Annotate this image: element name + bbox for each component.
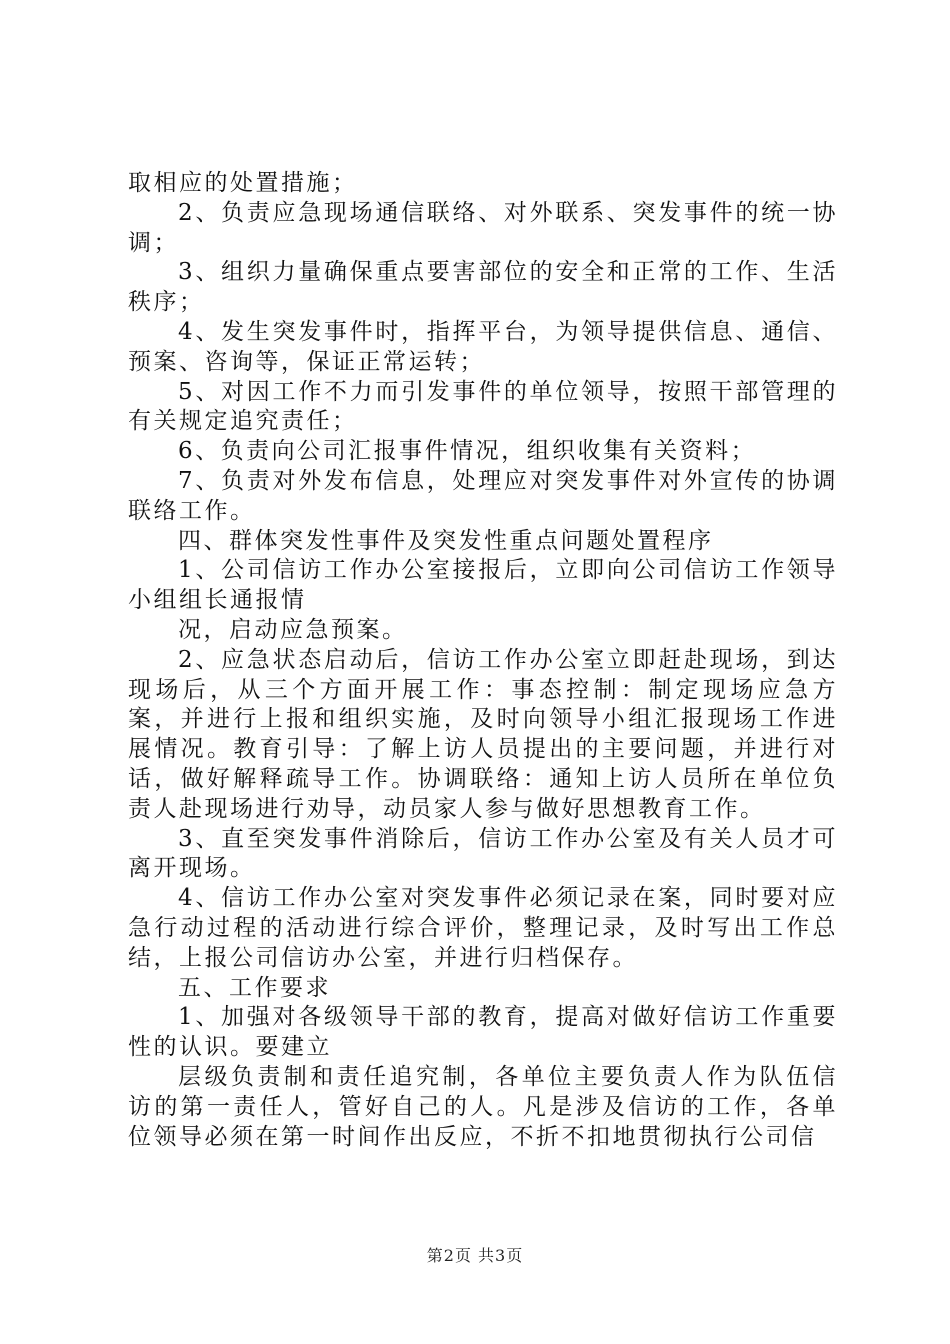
page-number-label: 第2页 共3页 [426, 1246, 524, 1265]
paragraph-15: 1、加强对各级领导干部的教育，提高对做好信访工作重要性的认识。要建立 [128, 1004, 838, 1061]
paragraph-11: 2、应急状态启动后，信访工作办公室立即赶赴现场，到达现场后，从三个方面开展工作：事态控制：制定现场应急方案，并进行上报和组织实施，及时向领导小组汇报现场工作进展情况。教育引导：了解上访人员提出的主要问题，并进行对话，做好解释疏导工作。协调联络：通知上访人员所在单位负责人赴现场进行劝导，动员家人参与做好思想教育工作。 [128, 646, 838, 822]
paragraph-9: 1、公司信访工作办公室接报后，立即向公司信访工作领导小组组长通报情 [128, 557, 838, 614]
paragraph-12: 3、直至突发事件消除后，信访工作办公室及有关人员才可离开现场。 [128, 825, 838, 882]
page-footer [0, 1243, 950, 1266]
paragraph-1: 取相应的处置措施； [128, 170, 358, 196]
paragraph-7: 7、负责对外发布信息，处理应对突发事件对外宣传的协调联络工作。 [128, 467, 838, 524]
paragraph-2: 2、负责应急现场通信联络、对外联系、突发事件的统一协调； [128, 199, 838, 256]
paragraph-6: 6、负责向公司汇报事件情况，组织收集有关资料； [178, 438, 757, 465]
paragraph-4: 4、发生突发事件时，指挥平台，为领导提供信息、通信、预案、咨询等，保证正常运转； [128, 318, 838, 375]
section-heading-5: 五、工作要求 [178, 974, 331, 1001]
paragraph-10: 况，启动应急预案。 [178, 616, 408, 643]
paragraph-3: 3、组织力量确保重点要害部位的安全和正常的工作、生活秩序； [128, 259, 838, 316]
section-heading-4: 四、群体突发性事件及突发性重点问题处置程序 [178, 527, 714, 554]
paragraph-16: 层级负责制和责任追究制，各单位主要负责人作为队伍信访的第一责任人，管好自己的人。凡是涉及信访的工作，各单位领导必须在第一时间作出反应，不折不扣地贯彻执行公司信 [128, 1063, 838, 1150]
paragraph-5: 5、对因工作不力而引发事件的单位领导，按照干部管理的有关规定追究责任； [128, 378, 838, 435]
document-body [128, 169, 838, 1152]
paragraph-13: 4、信访工作办公室对突发事件必须记录在案，同时要对应急行动过程的活动进行综合评价，整理记录，及时写出工作总结，上报公司信访办公室，并进行归档保存。 [128, 885, 838, 971]
